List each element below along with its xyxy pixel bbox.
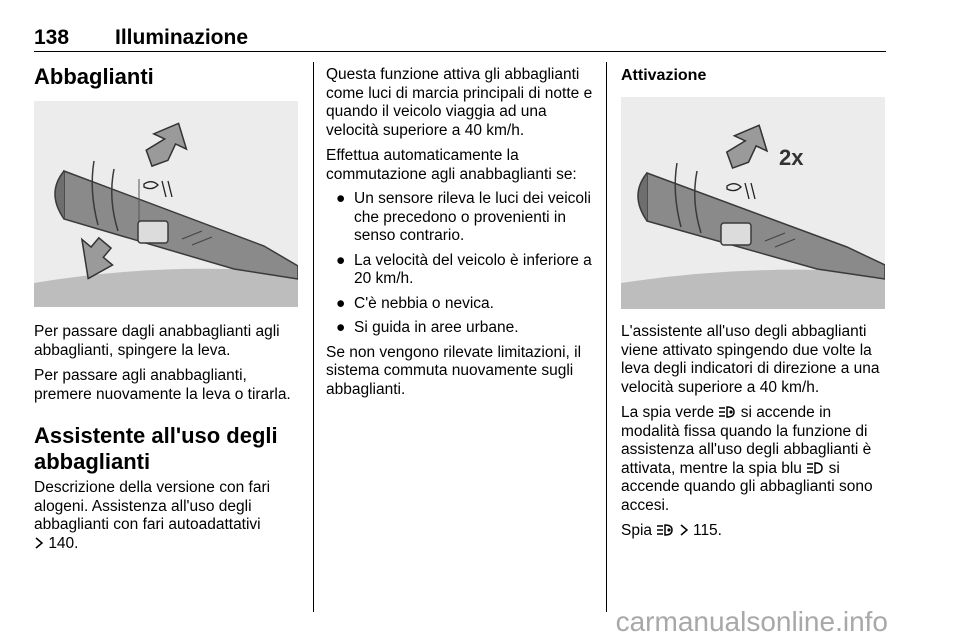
column-2 xyxy=(326,58,594,399)
column-divider-2 xyxy=(606,62,607,612)
description-text: Descrizione della versione con fari alogeni. Assistenza all'uso degli abbaglianti con fari autoadattativi xyxy=(34,479,271,533)
bullet-glyph: ● xyxy=(336,190,346,207)
bullet-glyph: ● xyxy=(336,251,346,269)
paragraph-indicator-lights: La spia verde si accende in modalità fissa quando la funzione di assistenza all'uso degli abbaglianti è attivata, mentre la spia blu si accende quando gli abbaglianti sono accesi. xyxy=(621,404,873,514)
paragraph-auto-switch: Effettua automaticamente la commutazione agli anabbaglianti se: xyxy=(326,147,577,183)
page-reference-arrow-icon xyxy=(679,523,689,537)
header-divider xyxy=(34,51,886,52)
lever-illustration-2x xyxy=(621,97,885,309)
paragraph-description xyxy=(34,479,302,553)
list-item: ● C'è nebbia o nevica. xyxy=(336,294,494,312)
bullet-glyph: ● xyxy=(336,319,346,336)
conditions-list xyxy=(326,190,594,338)
section-title-assistente: Assistente all'uso degli abbaglianti xyxy=(34,423,278,474)
lever-illustration xyxy=(34,101,298,307)
column-divider-1 xyxy=(313,62,314,612)
chapter-title: Illuminazione xyxy=(115,26,249,49)
high-beam-assist-icon xyxy=(656,523,674,537)
column-1 xyxy=(34,58,302,553)
paragraph-pull-lever: Per passare agli anabbaglianti, premere nuovamente la leva o tirarla. xyxy=(34,367,291,403)
paragraph-push-lever: Per passare dagli anabbaglianti agli abbaglianti, spingere la leva. xyxy=(34,323,280,359)
list-item: ● La velocità del veicolo è inferiore a 20 km/h. xyxy=(336,251,592,287)
page-reference-115: 115. xyxy=(692,522,722,539)
watermark: carmanualsonline.info xyxy=(615,606,888,637)
figure-lever-push-twice xyxy=(621,97,885,309)
column-3 xyxy=(621,58,887,541)
figure-lever-push-pull xyxy=(34,101,298,307)
page-reference-arrow-icon xyxy=(34,536,44,550)
figure-label-2x: 2x xyxy=(779,145,804,170)
page-header xyxy=(34,26,886,52)
section-title-abbaglianti: Abbaglianti xyxy=(34,64,154,89)
page-reference-140: 140. xyxy=(48,534,79,552)
paragraph-activation: L'assistente all'uso degli abbaglianti viene attivato spingendo due volte la leva degli indicatori di direzione a una velocità superiore a 40 km/h. xyxy=(621,323,880,396)
high-beam-assist-icon xyxy=(718,405,736,419)
page-number: 138 xyxy=(34,26,70,49)
paragraph-restore: Se non vengono rilevate limitazioni, il sistema commuta nuovamente sugli abbaglianti. xyxy=(326,343,582,398)
section-title-attivazione: Attivazione xyxy=(621,67,707,84)
list-item: ● Si guida in aree urbane. xyxy=(336,319,519,336)
paragraph-function-description: Questa funzione attiva gli abbaglianti come luci di marcia principali di notte e quando il veicolo viaggia ad una velocità superiore a 40 km/h. xyxy=(326,66,593,139)
list-item: ● Un sensore rileva le luci dei veicoli che precedono o provenienti in senso contrario. xyxy=(336,190,591,244)
paragraph-indicator-reference: Spia 115. xyxy=(621,522,722,539)
high-beam-icon xyxy=(806,461,824,475)
bullet-glyph: ● xyxy=(336,294,346,312)
